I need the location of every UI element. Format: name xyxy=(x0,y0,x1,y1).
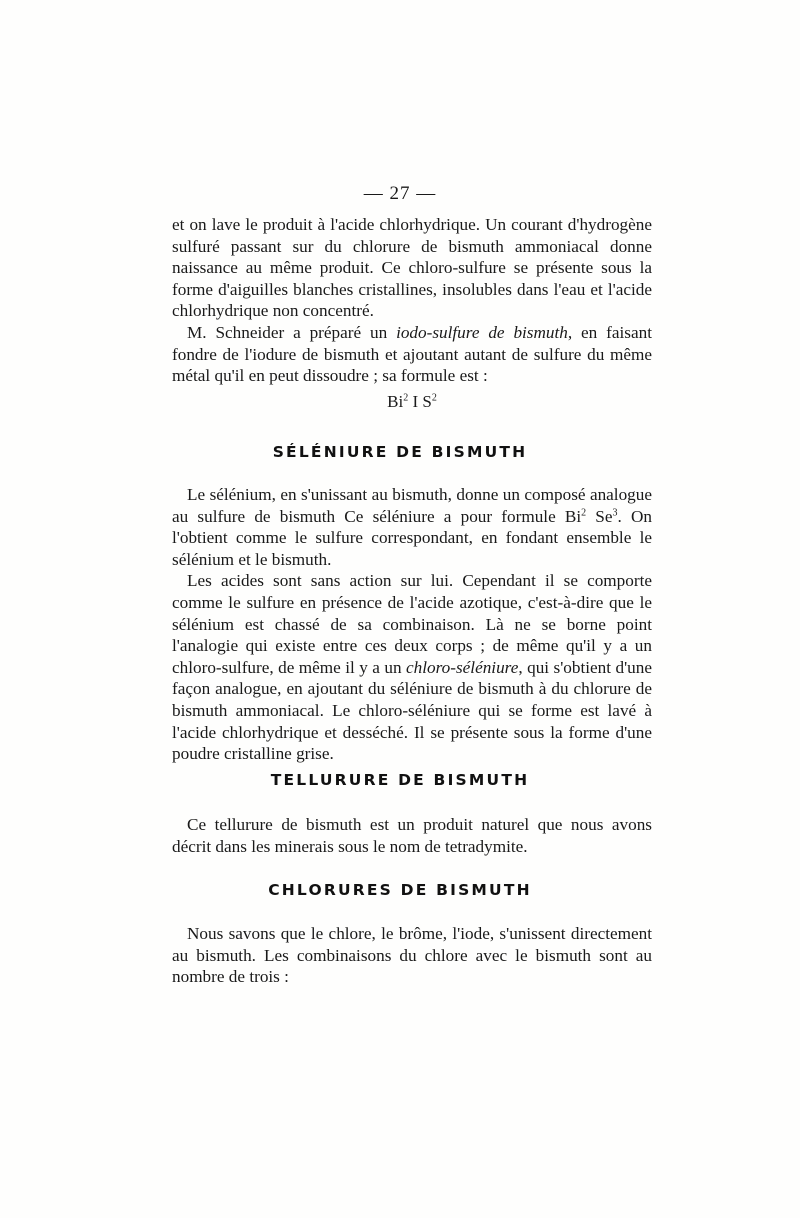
paragraph-text: , qui s'obtient d'une façon analogue, en ajoutant du séléniure de bismuth à du chlorure de bismuth ammoniacal. Le chloro-séléniure qui se forme est lavé à l'acide chlorhydrique et desséché. Il se présente sous la forme d'une poudre cristalline grise. xyxy=(172,657,652,764)
formula-superscript: 2 xyxy=(581,506,587,518)
paragraph-iodo-sulfure xyxy=(172,322,652,387)
paragraph-chloro-sulfure: et on lave le produit à l'acide chlorhydrique. Un courant d'hydrogène sulfuré passant sur du chlorure de bismuth ammoniacal donne naissance au même produit. Ce chloro-sulfure se présente sous la forme d'aiguilles blanches cristallines, insolubles dans l'eau et l'acide chlorhydrique non concentré. xyxy=(172,215,652,321)
italic-term: iodo-sulfure de bismuth xyxy=(396,322,568,342)
section-heading-seleniure: SÉLÉNIURE DE BISMUTH xyxy=(272,443,528,461)
section-heading-tellurure: TELLURURE DE BISMUTH xyxy=(270,771,530,789)
formula-part: Bi xyxy=(387,391,404,411)
formula-iodo-sulfure xyxy=(172,391,652,413)
paragraph-tellurure: Ce tellurure de bismuth est un produit naturel que nous avons décrit dans les minerais sous le nom de tetradymite. xyxy=(172,815,652,856)
paragraph-text: , en faisant fondre de l'iodure de bismuth et ajoutant autant de sulfure du même métal qu'il en peut dissoudre ; sa formule est : xyxy=(172,322,652,386)
paragraph-chloro-seleniure xyxy=(172,570,652,764)
text-block-middle xyxy=(172,484,652,765)
section-heading-chlorures: CHLORURES DE BISMUTH xyxy=(268,881,532,899)
paragraph-text: Les acides sont sans action sur lui. Cependant il se comporte comme le sulfure en présence de l'acide azotique, c'est-à-dire que le sélénium est chassé de sa combinaison. Là ne se borne point l'analogie qui existe entre ces deux corps ; de même qu'il y a un chloro-sulfure, de même il y a un xyxy=(172,571,652,677)
text-block-tellurure xyxy=(172,814,652,857)
formula-part: I S xyxy=(408,391,432,411)
paragraph-seleniure xyxy=(172,484,652,570)
paragraph-text: Se xyxy=(586,506,613,526)
formula-superscript: 3 xyxy=(612,506,618,518)
paragraph-text: Le sélénium, en s'unissant au bismuth, donne un composé analogue au sulfure de bismuth Ce séléniure a pour formule Bi xyxy=(172,485,652,526)
paragraph-chlorures: Nous savons que le chlore, le brôme, l'iode, s'unissent directement au bismuth. Les combinaisons du chlore avec le bismuth sont au nombre de trois : xyxy=(172,924,652,987)
paragraph-text: . On l'obtient comme le sulfure correspondant, en fondant ensemble le sélénium et le bismuth. xyxy=(172,506,652,569)
text-block-top xyxy=(172,214,652,422)
formula-superscript: 2 xyxy=(403,392,409,404)
text-block-chlorures xyxy=(172,923,652,988)
italic-term: chloro-séléniure xyxy=(406,657,519,677)
page-number: — 27 — xyxy=(363,183,437,204)
paragraph-text: M. Schneider a préparé un xyxy=(187,322,397,342)
formula-superscript: 2 xyxy=(431,392,437,404)
